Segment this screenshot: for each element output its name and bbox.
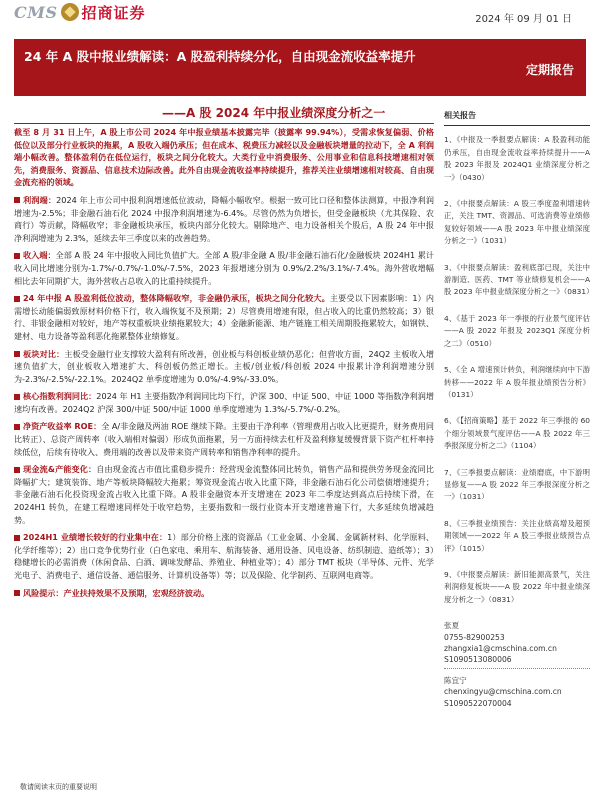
related-report-item[interactable]: 8、《三季报业绩预告：关注业绩高增及超预期领域——2022 年 A 股三季报业绩预告点评》（1015） [444,518,590,553]
factors-text: 主要受以下因素影响：1）内需增长动能偏弱致原材料价格下行，收入端恢复不及预期；2）尽管费用增速有限，但占收入的比重仍然较高；3）银行、非银金融相对较好，地产等权重板块业绩拖累较大；4）金融新能源、地产链施工相关周期股拖累较大，如钢铁、建材、电力设备等盈利恶化拖累整体业绩修复。 [14,293,434,341]
logo-emblem-icon [61,3,79,21]
related-report-item[interactable]: 3、《中报要点解读：盈利底部已现，关注中游制造、医药、TMT 等业绩修复机会——A 股 2023 年中报业绩深度分析之一》（0831） [444,262,594,297]
bullet-square-icon [14,535,20,541]
profit-paragraph [14,194,434,244]
company-logo [14,2,146,22]
author-divider [444,668,590,669]
roe-label: 净资产收益率 ROE： [23,421,102,432]
logo-company-name: 招商证券 [81,3,146,22]
report-subtitle: ——A 股 2024 年中报业绩深度分析之一 [162,106,386,120]
risk-text: 风险提示：产业扶持效果不及预期，宏观经济波动。 [23,587,210,598]
risk-warning [14,587,434,600]
cashflow-label: 现金流&产能变化： [23,464,97,475]
board-comparison-label: 板块对比： [23,348,65,359]
revenue-label: 收入端： [23,250,56,261]
industries-label: 2024H1 业绩增长较好的行业集中在： [23,532,168,543]
bullet-square-icon [14,197,20,203]
bullet-square-icon [14,253,20,259]
related-report-item[interactable]: 4、《基于 2023 年一季报的行业景气度评估——A 股 2022 年报及 2023Q1 深度分析之二》（0510） [444,313,590,348]
cashflow-text: 自由现金流占市值比重稳步提升：经营现金流整体同比转负，销售产品和提供劳务现金流同比降幅扩大；建筑装饰、地产等板块降幅较大拖累；筹资现金流占收入比重下降，非金融石油石化公司偿债增速提升；非金融石油石化投资现金流占收入比重下降。A 股非金融资本开支增速在 2023 年二季度达到高点后持续下滑，在 2024H1 转负，在建工程增速同样处于收窄趋势，主要指数和一级行业资本开支增速普遍下行，大多延续负增减趋势。 [14,464,434,525]
author-phone: 0755-82900253 [444,632,505,642]
author-name: 陈宜宁 [444,675,467,685]
bullet-square-icon [14,296,20,302]
index-profit-text: 2024 年 H1 主要指数净利润同比均下行，沪深 300、中证 500、中证 1000 等指数净利润增速均有改善。2024Q2 沪深 300/中证 500/中证 1000 单季度增速为 1.3%/-5.7%/-0.2%。 [14,391,434,414]
related-report-item[interactable]: 9、《中报要点解读：新旧能源高景气，关注利润修复板块——A 股 2022 年中报业绩深度分析之一》（0831） [444,569,590,604]
related-report-item[interactable]: 5、《全 A 增速预计转负，利润继续向中下游转移——2022 年 A 股年报业绩预告分析》（0131） [444,365,590,399]
revenue-paragraph [14,249,434,287]
board-comparison-text: 主板受金融行业支撑较大盈利有所改善，创业板与科创板业绩仍恶化；但营收方面，24Q2 主板收入增速负值扩大，创业板收入增速扩大、科创板仍然正增长。主板/创业板/科创板 2024 中报累计净利润增速分别为-2.3%/-2.5%/-22.1%。2024Q2 单季度增速为 0.0%/-4.9%/-33.0%。 [14,348,434,384]
revenue-text: 全部 A 股 24 年中报收入同比负值扩大。全部 A 股/非金融 A 股/非金融石油石化/金融板块 2024H1 累计收入同比增速分别为-1.7%/-0.7%/-1.0%/-7.5%，2023 年报增速分别为 0.9%/2.2%/3.1%/-7.4%。海外营收增幅相比去年同期扩大，海外营收占总收入的比重持续提升。 [14,250,434,286]
author-email[interactable]: chenxingyu@cmschina.com.cn [444,687,562,697]
roe-paragraph [14,420,434,458]
profit-label: 利润端： [23,194,57,205]
author-certificate-id: S1090513080006 [444,655,512,665]
roe-text: 全 A/非金融及两油 ROE 继续下降。主要由于净利率（管理费用占收入比更提升，财务费用同比转正）、总资产周转率（收入端相对偏弱）形成负面拖累，另一方面持续去杠杆及盈利修复缓慢背景下资产杠杆率持续低位，后续有待收入、费用端的改善以及带来资产周转率和销售净利率的提升。 [14,421,435,457]
bullet-square-icon [14,467,20,473]
bullet-square-icon [14,394,20,400]
related-report-item[interactable]: 6、《【招商策略】基于 2022 年三季报的 60 个细分领域景气度评估——A 股 2022 年三季报深度分析之二》（1104） [444,416,590,451]
subtitle-divider [14,123,434,124]
author-email[interactable]: zhangxia1@cmschina.com.cn [444,644,557,653]
author-certificate-id: S1090522070004 [444,698,512,708]
factors-label: 24 年中报 A 股盈利低位波动，整体降幅收窄，非金融仍承压，板块之间分化较大。 [23,293,330,304]
summary-paragraph: 截至 8 月 31 日上午，A 股上市公司 2024 年中报业绩基本披露完毕（披露率 99.94%），受需求恢复偏弱、价格低位以及部分行业板块的拖累，A 股收入端仍承压；但在成本、税费压力减轻以及金融板块增量的拉动下，全 A 利润端小幅改善。整体盈利仍在低位运行，板块之间分化较大。大类行业中消费服务、公用事业和信息科技增速相对领先，消费服务、资源品、信息技术边际改善。此外自由现金流收益率持续提升，推荐关注业绩增速相对较高、自由现金流充裕的领域。 [14,127,434,188]
related-report-item[interactable]: 7、《三季报要点解读：业绩磨底，中下游明显修复——A 股 2022 年三季报深度分析之一》（1031） [444,467,590,502]
main-column [14,126,434,604]
report-type-tag: 定期报告 [525,63,574,77]
side-column [444,110,594,709]
cashflow-paragraph [14,463,434,526]
footer-disclaimer: 敬请阅读末页的重要说明 [20,783,97,791]
report-date: 2024 年 09 月 01 日 [475,14,572,25]
related-report-item[interactable]: 2、《中报要点解读：A 股三季度盈利增速转正，关注 TMT、资源品、可选消费等业绩修复较好领域——A 股 2023 年中报业绩深度分析之一》（1031） [444,199,590,246]
index-profit-label: 核心指数利润同比： [23,391,97,402]
factors-paragraph [14,292,434,342]
industries-paragraph [14,531,434,581]
author-block [444,620,590,709]
index-profit-paragraph [14,390,434,415]
bullet-square-icon [14,590,20,596]
industries-text: 1）部分价格上涨的资源品（工业金属、小金属、金属新材料、化学原料、化学纤维等）；2）出口竞争优势行业（白色家电、乘用车、航海装备、通用设备、风电设备、纺织制造、造纸等）；3）稳健增长的必需消费（休闲食品、白酒、调味发酵品、养殖业、种植业等）；4）部分 TMT 板块（半导体、元件、光学光电子、消费电子、通信设备、通信服务、计算机设备等）等；以及保险、化学制药、互联网电商等。 [14,532,434,580]
profit-text: 2024 年上市公司中报利润增速低位波动，降幅小幅收窄。根据一致可比口径和整体法测算，中报净利润增速为-2.5%；非金融石油石化 2024 中报净利润增速为-6.4%。尽管仍然为负增长，但受金融板块（尤其保险、农商行）等贡献，降幅收窄；非金融板块承压，板块内部分化较大。剔除地产、电力设备相关个股后，A 股 24 年中报净利润增速为 2.3%，延续去年三季度以来的改善趋势。 [14,194,434,243]
related-report-item[interactable]: 1、《中报及一季报要点解读：A 股盈利动能仍承压，自由现金流收益率持续提升——A 股 2023 年报及 2024Q1 业绩深度分析之一》（0430） [444,135,590,182]
author-name: 张夏 [444,621,460,631]
related-reports-divider [444,125,590,126]
related-reports-heading: 相关报告 [444,111,476,120]
board-comparison-paragraph [14,348,434,386]
report-title: 24 年 A 股中报业绩解读：A 股盈利持续分化，自由现金流收益率提升 [24,49,416,64]
bullet-square-icon [14,351,20,357]
logo-cms-text: CMS [14,2,58,22]
title-banner [14,39,586,96]
bullet-square-icon [14,424,20,430]
